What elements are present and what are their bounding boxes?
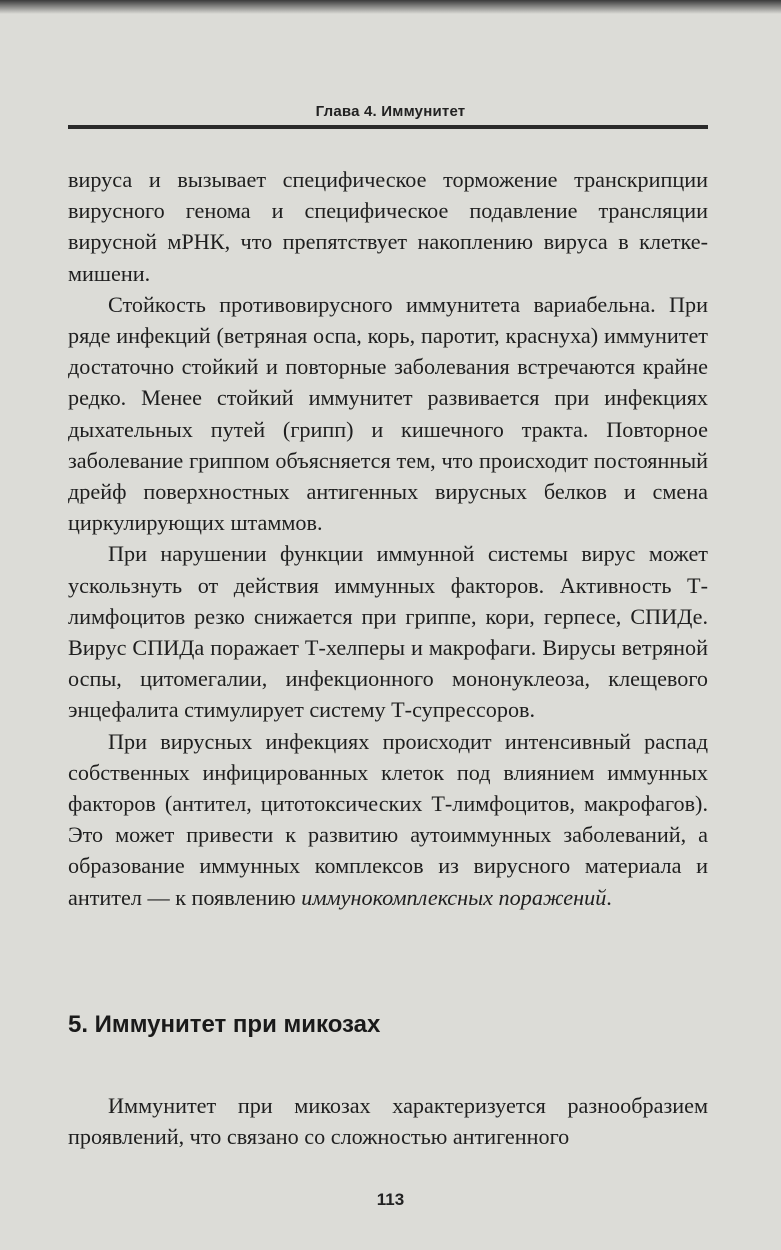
paragraph-viral-infections — [68, 726, 708, 913]
section-heading: 5. Иммунитет при микозах — [68, 1011, 381, 1038]
italic-term: иммунокомплексных поражений — [301, 884, 607, 910]
paragraph-end-punct: . — [606, 884, 612, 910]
paragraph-continuation: вируса и вызывает специфическое торможение транскрипции вирусного генома и специфическое подавление трансляции вирусной мРНК, что препятствует накоплению вируса в клетке-мишени. — [68, 167, 708, 286]
paragraph-immunity-stability: Стойкость противовирусного иммунитета вариабельна. При ряде инфекций (ветряная оспа, корь, паротит, краснуха) иммунитет достаточно стойкий и повторные заболевания встречаются крайне редко. Менее стойкий иммунитет развивается при инфекциях дыхательных путей (грипп) и кишечного тракта. Повторное заболевание гриппом объясняется тем, что происходит постоянный дрейф поверхностных антигенных вирусных белков и смена циркулирующих штаммов. — [68, 291, 708, 536]
section-body-text — [68, 1090, 708, 1152]
body-text — [68, 164, 708, 913]
paragraph-immune-dysfunction: При нарушении функции иммунной системы вирус может ускользнуть от действия иммунных факторов. Активность Т-лимфоцитов резко снижается при гриппе, кори, герпесе, СПИДе. Вирус СПИДа поражает Т-хелперы и макрофаги. Вирусы ветряной оспы, цитомегалии, инфекционного мононуклеоза, клещевого энцефалита стимулирует систему Т-супрессоров. — [68, 541, 708, 723]
page-number: 113 — [376, 1190, 405, 1209]
paragraph-viral-infections-text: При вирусных инфекциях происходит интенсивный распад собственных инфицированных клеток под влиянием иммунных факторов (антител, цитотоксических Т-лимфоцитов, макрофагов). Это может привести к развитию аутоиммунных заболеваний, а образование иммунных комплексов из вирусного материала и антител — к появлению — [68, 728, 708, 910]
running-header: Глава 4. Иммунитет — [315, 103, 466, 120]
header-rule — [68, 125, 708, 129]
paragraph-mycoses: Иммунитет при микозах характеризуется разнообразием проявлений, что связано со сложностью антигенного — [68, 1093, 708, 1150]
